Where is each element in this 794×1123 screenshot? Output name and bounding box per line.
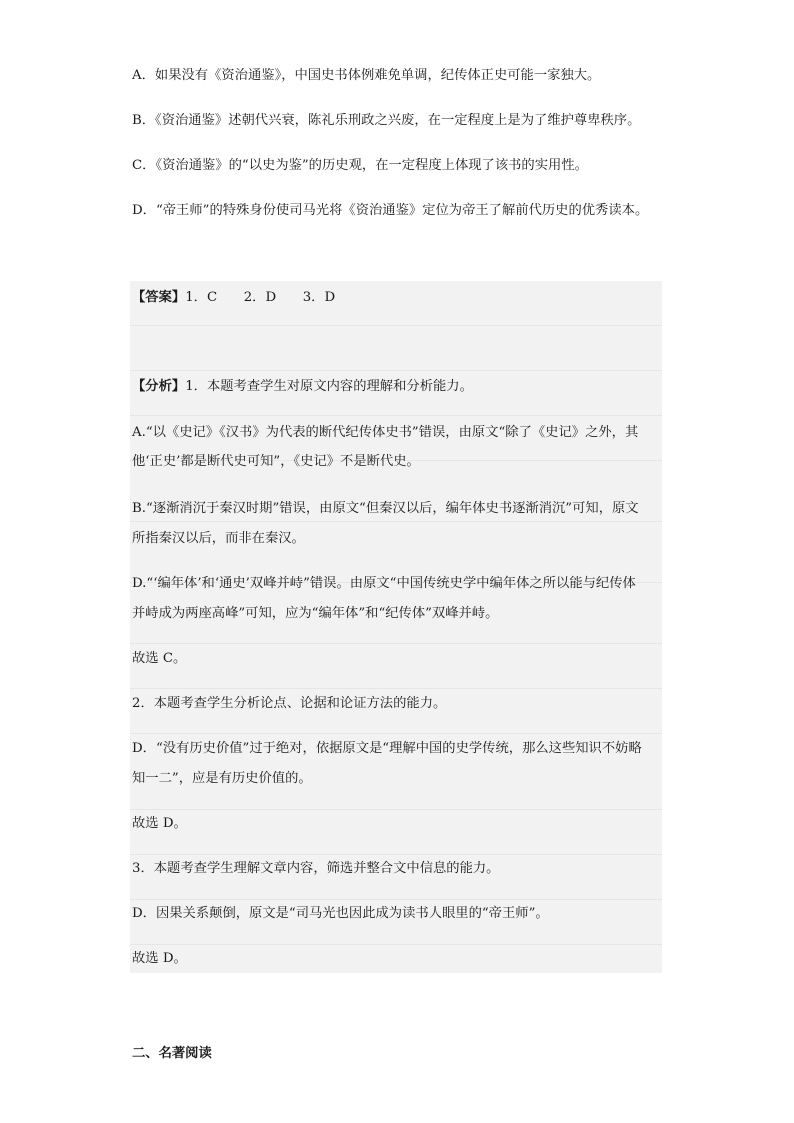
option-d: D．“帝王师”的特殊身份使司马光将《资治通鉴》定位为帝王了解前代历史的优秀读本。	[132, 203, 649, 218]
block-divider	[130, 733, 662, 734]
block-divider	[130, 325, 662, 326]
analysis-label: 【分析】	[132, 379, 186, 394]
block-divider	[130, 521, 662, 522]
analysis-line: D.“‘编年体’和‘通史’双峰并峙”错误。由原文“中国传统史学中编年体之所以能与纪传体	[132, 576, 636, 591]
block-divider	[130, 688, 662, 689]
analysis-line: D．因果关系颠倒，原文是“司马光也因此成为读书人眼里的“帝王师”。	[132, 906, 549, 921]
analysis-line: 知一二”，应是有历史价值的。	[132, 771, 312, 786]
block-divider	[130, 854, 662, 855]
analysis-line: 2．本题考查学生分析论点、论据和论证方法的能力。	[132, 696, 447, 711]
section-title: 二、名著阅读	[132, 1046, 212, 1061]
analysis-line: 故选 D。	[132, 816, 187, 831]
option-a: A．如果没有《资治通鉴》，中国史书体例难免单调，纪传体正史可能一家独大。	[132, 68, 601, 83]
answer-value: 1．C 2．D 3．D	[185, 290, 336, 305]
analysis-line: D．“没有历史价值”过于绝对，依据原文是“理解中国的史学传统，那么这些知识不妨略	[132, 741, 642, 756]
analysis-line: 3．本题考查学生理解文章内容，筛选并整合文中信息的能力。	[132, 861, 500, 876]
block-divider	[130, 809, 662, 810]
analysis-line: 故选 C。	[132, 651, 187, 666]
answer-label: 【答案】	[132, 290, 186, 305]
block-divider	[130, 643, 662, 644]
option-c: C．《资治通鉴》的“以史为鉴”的历史观，在一定程度上体现了该书的实用性。	[132, 158, 588, 173]
block-divider	[130, 899, 662, 900]
block-divider	[130, 370, 662, 371]
block-divider	[130, 415, 662, 416]
analysis-line: 所指秦汉以后，而非在秦汉。	[132, 531, 305, 546]
block-divider	[130, 944, 662, 945]
option-b: B．《资治通鉴》述朝代兴衰，陈礼乐刑政之兴废，在一定程度上是为了维护尊卑秩序。	[132, 113, 641, 128]
analysis-line: B.“逐渐消沉于秦汉时期”错误，由原文“但秦汉以后，编年体史书逐渐消沉”可知，原文	[132, 501, 639, 516]
analysis-intro-line	[132, 378, 473, 396]
analysis-line: 并峙成为两座高峰”可知，应为“编年体”和“纪传体”双峰并峙。	[132, 606, 499, 621]
analysis-line: A.“以《史记》《汉书》为代表的断代纪传体史书”错误，由原文“除了《史记》之外，其	[132, 425, 639, 440]
answer-line	[132, 289, 335, 307]
analysis-line: 他‘正史’都是断代史可知”，《史记》不是断代史。	[132, 454, 420, 469]
analysis-intro: 1．本题考查学生对原文内容的理解和分析能力。	[185, 379, 473, 394]
analysis-line: 故选 D。	[132, 951, 187, 966]
